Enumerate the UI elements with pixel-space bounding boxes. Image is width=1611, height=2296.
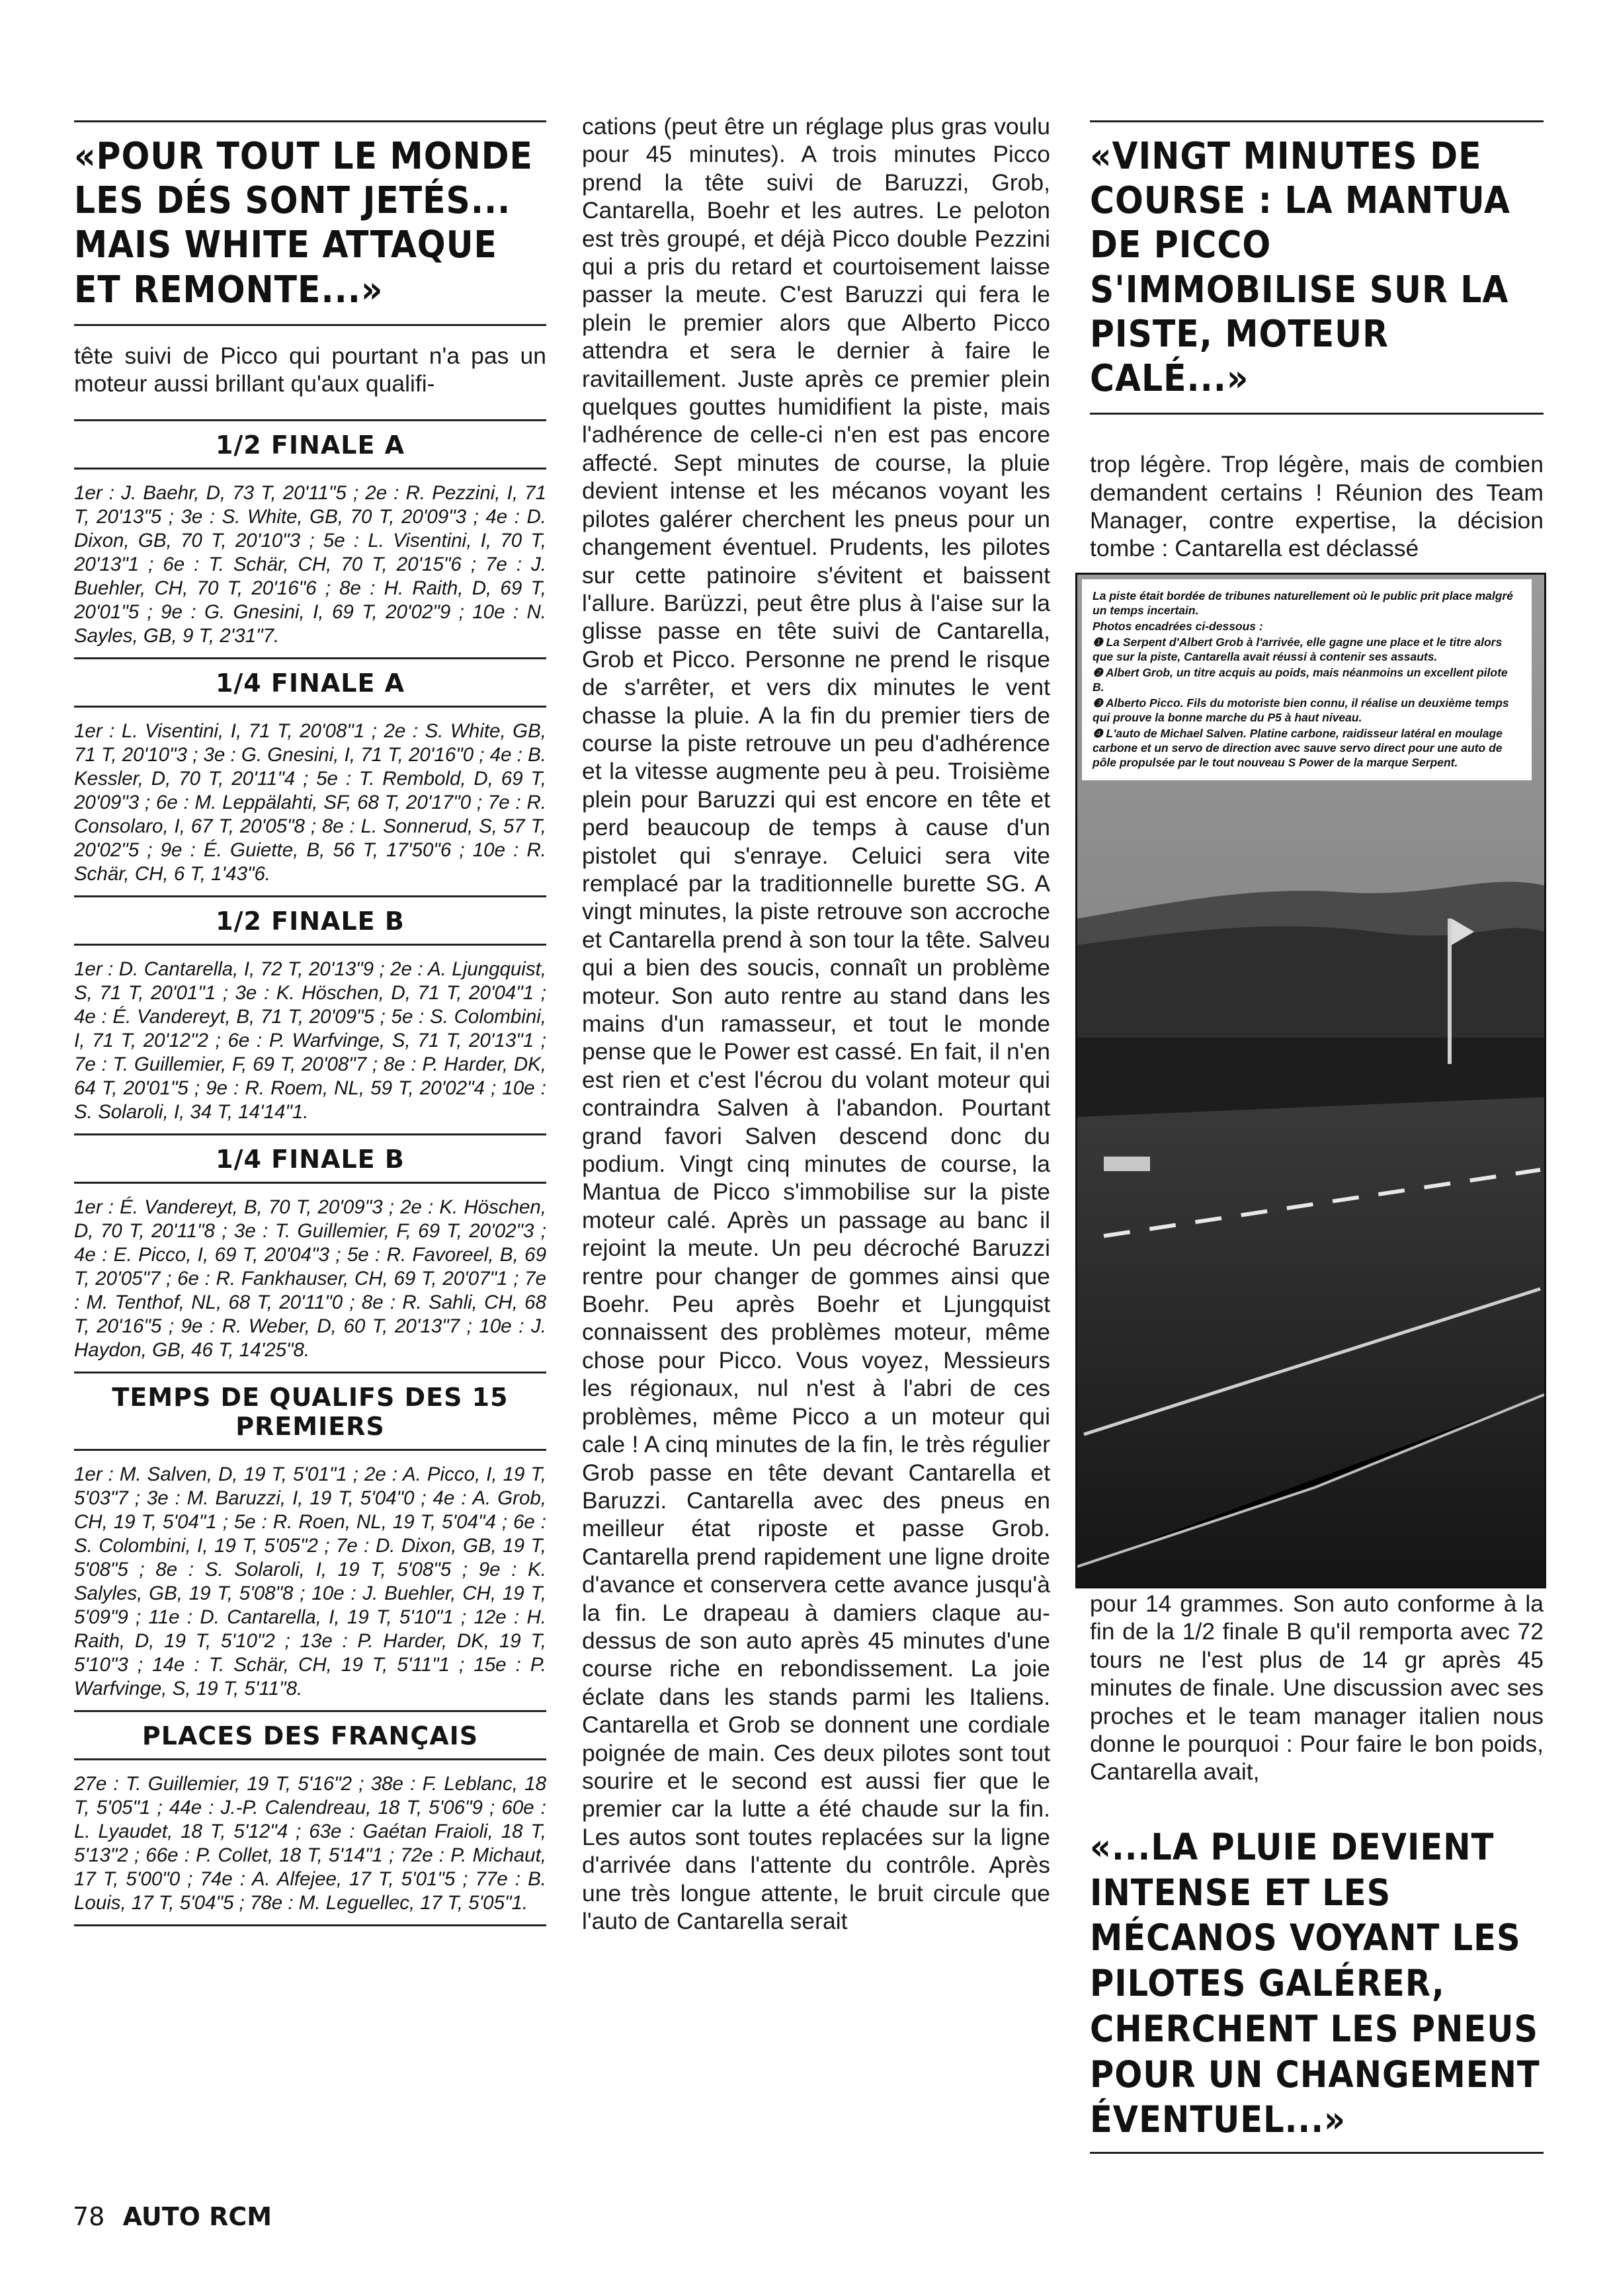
- page-footer: [73, 2202, 272, 2231]
- section-text: 1er : É. Vandereyt, B, 70 T, 20'09"3 ; 2e : K. Höschen, D, 70 T, 20'11"8 ; 3e : T. Guillemier, F, 69 T, 20'02"3 ; 4e : E. Picco, I, 69 T, 20'04"3 ; 5e : R. Favoreel, B, 69 T, 20'05"7 ; 6e : R. Fankhauser, CH, 69 T, 20'07"1 ; 7e : M. Tenthof, NL, 68 T, 20'11"0 ; 8e : R. Sahli, CH, 68 T, 20'16"5 ; 9e : R. Weber, D, 60 T, 20'13"7 ; 10e : J. Haydon, GB, 46 T, 14'25"8.: [74, 1196, 546, 1361]
- right-column-lower: [1090, 1590, 1544, 2154]
- section-text: 1er : M. Salven, D, 19 T, 5'01"1 ; 2e : A. Picco, I, 19 T, 5'03"7 ; 3e : M. Baruzzi, I, 19 T, 5'04"0 ; 4e : A. Grob, CH, 19 T, 5'04"1 ; 5e : R. Roen, NL, 19 T, 5'04"4 ; 6e : S. Colombini, I, 19 T, 5'05"2 ; 7e : D. Dixon, GB, 19 T, 5'08"5 ; 8e : S. Solaroli, I, 19 T, 5'08"5 ; 9e : K. Salyles, GB, 19 T, 5'08"8 ; 10e : J. Buehler, CH, 19 T, 5'09"9 ; 11e : D. Cantarella, I, 19 T, 5'10"1 ; 12e : H. Raith, D, 19 T, 5'10"2 ; 13e : P. Harder, DK, 19 T, 5'10"3 ; 14e : T. Schär, CH, 19 T, 5'11"1 ; 15e : P. Warfvinge, S, 19 T, 5'11"8.: [74, 1463, 546, 1700]
- right-column: [1090, 120, 1544, 563]
- section-text: 1er : D. Cantarella, I, 72 T, 20'13"9 ; 2e : A. Ljungquist, S, 71 T, 20'01"1 ; 3e : K. Höschen, D, 71 T, 20'04"1 ; 4e : É. Vandereyt, B, 71 T, 20'09"5 ; 5e : S. Colombini, I, 71 T, 20'12"2 ; 6e : P. Warfvinge, S, 71 T, 20'13"1 ; 7e : T. Guillemier, F, 69 T, 20'08"7 ; 8e : P. Harder, DK, 64 T, 20'01"5 ; 9e : R. Roem, NL, 59 T, 20'02"4 ; 10e : S. Solaroli, I, 34 T, 14'14"1.: [74, 958, 546, 1123]
- pull-quote-3: «...LA PLUIE DEVIENT INTENSE ET LES MÉCANOS VOYANT LES PILOTES GALÉRER, CHERCHENT LES PNEUS POUR UN CHANGEMENT ÉVENTUEL...»: [1090, 1825, 1540, 2141]
- results-section: [74, 419, 546, 657]
- section-title: 1/4 FINALE B: [74, 1135, 546, 1184]
- middle-column: [582, 112, 1050, 1935]
- section-title: PLACES DES FRANÇAIS: [74, 1712, 546, 1760]
- article-body: cations (peut être un réglage plus gras voulu pour 45 minutes). A trois minutes Picco prend la tête suivi de Baruzzi, Grob, Cantarella, Boehr et les autres. Le peloton est très groupé, et déjà Picco double Pezzini qui a pris du retard et courtoisement laisse passer la meute. C'est Baruzzi qui fera le plein le premier alors que Alberto Picco attendra et sera le dernier à faire le ravitaillement. Juste après ce premier plein quelques gouttes humidifient la piste, mais l'adhérence de celle-ci n'en est pas encore affecté. Sept minutes de course, la pluie devient intense et les mécanos voyant les pilotes galérer cherchent les pneus pour un changement éventuel. Prudents, les pilotes sur cette patinoire s'évitent et baissent l'allure. Barüzzi, peut être plus à l'aise sur la glisse passe en tête suivi de Cantarella, Grob et Picco. Personne ne prend le risque de s'arrêter, et vers dix minutes le vent chasse la pluie. A la fin du premier tiers de course la piste retrouve un peu d'adhérence et la vitesse augmente peu à peu. Troisième plein pour Baruzzi qui est encore en tête et perd beaucoup de temps à cause d'un pistolet qui s'enraye. Celuici sera vite remplacé par la traditionnelle burette SG. A vingt minutes, la piste retrouve son accroche et Cantarella prend à son tour la tête. Salveu qui a bien des soucis, connaît un problème moteur. Son auto rentre au stand dans les mains d'un ramasseur, et tout le monde pense que le Power est cassé. En fait, il n'en est rien et c'est l'écrou du volant moteur qui contraindra Salven à l'abandon. Pourtant grand favori Salven descend donc du podium. Vingt cinq minutes de course, la Mantua de Picco s'immobilise sur la piste moteur calé. Après un passage au banc il rejoint la meute. Un peu décroché Baruzzi rentre pour changer de gommes ainsi que Boehr. Peu après Boehr et Ljungquist connaissent des problèmes moteur, même chose pour Picco. Vous voyez, Messieurs les régionaux, nul n'est à l'abri de ces problèmes, même Picco a un moteur qui cale ! A cinq minutes de la fin, le très régulier Grob passe en tête devant Cantarella et Baruzzi. Cantarella avec des pneus en meilleur état riposte et passe Grob. Cantarella prend rapidement une ligne droite d'avance et conservera cette avance jusqu'à la fin. Le drapeau à damiers claque au-dessus de son auto après 45 minutes d'une course riche en rebondissement. La joie éclate dans les stands parmi les Italiens. Cantarella et Grob se donnent une cordiale poignée de main. Ces deux pilotes sont tout sourire et le second est aussi fier que le premier car la lutte a été chaude sur la fin. Les autos sont toutes replacées sur la ligne d'arrivée dans l'attente du contrôle. Après une très longue attente, le bruit circule que l'auto de Cantarella serait: [582, 113, 1050, 1934]
- caption-line: ❶ La Serpent d'Albert Grob à l'arrivée, elle gagne une place et le titre alors que sur la piste, Cantarella avait réussi à contenir ses assauts.: [1093, 636, 1503, 663]
- results-section: [74, 1372, 546, 1710]
- section-text: 1er : L. Visentini, I, 71 T, 20'08"1 ; 2e : S. White, GB, 71 T, 20'10"3 ; 3e : G. Gnesini, I, 71 T, 20'16"0 ; 4e : B. Kessler, D, 70 T, 20'11"4 ; 5e : T. Rembold, D, 69 T, 20'09"3 ; 6e : M. Leppälahti, SF, 68 T, 20'17"0 ; 7e : R. Consolaro, I, 67 T, 20'05"8 ; 8e : L. Sonnerud, S, 57 T, 20'02"5 ; 9e : É. Guiette, B, 56 T, 17'50"6 ; 10e : R. Schär, CH, 6 T, 1'43"6.: [74, 719, 546, 885]
- page-number: 78: [73, 2202, 105, 2231]
- right-text-bottom: pour 14 grammes. Son auto conforme à la fin de la 1/2 finale B qu'il remporta avec 72 tours ne l'est plus de 14 gr après 45 minutes de finale. Une discussion avec ses proches et le team manager italien nous donne le pourquoi : Pour faire le bon poids, Cantarella avait,: [1090, 1590, 1544, 1785]
- caption-line: ❸ Alberto Picco. Fils du motoriste bien connu, il réalise un deuxième temps qui prouve la bonne marche du P5 à haut niveau.: [1093, 696, 1509, 724]
- section-title: TEMPS DE QUALIFS DES 15 PREMIERS: [74, 1374, 546, 1451]
- section-title: 1/2 FINALE B: [74, 897, 546, 946]
- results-section: [74, 657, 546, 895]
- bottom-rule: [1090, 2152, 1544, 2154]
- results-section: [74, 895, 546, 1133]
- left-column: [74, 120, 546, 1926]
- section-title: 1/2 FINALE A: [74, 421, 546, 470]
- section-text: 27e : T. Guillemier, 19 T, 5'16"2 ; 38e : F. Leblanc, 18 T, 5'05"1 ; 44e : J.-P. Calendreau, 18 T, 5'06"9 ; 60e : L. Lyaudet, 18 T, 5'12"4 ; 63e : Gaétan Fraioli, 18 T, 5'13"2 ; 66e : P. Collet, 18 T, 5'14"1 ; 72e : P. Michaut, 17 T, 5'00"0 ; 74e : A. Alfejee, 17 T, 5'01"5 ; 77e : B. Louis, 17 T, 5'04"5 ; 78e : M. Leguellec, 17 T, 5'05"1.: [74, 1760, 546, 1926]
- section-text: 1er : J. Baehr, D, 73 T, 20'11"5 ; 2e : R. Pezzini, I, 71 T, 20'13"5 ; 3e : S. White, GB, 70 T, 20'09"3 ; 4e : D. Dixon, GB, 70 T, 20'10"3 ; 5e : L. Visentini, I, 70 T, 20'13"1 ; 6e : T. Schär, CH, 70 T, 20'15"6 ; 7e : J. Buehler, CH, 70 T, 20'16"6 ; 8e : H. Raith, D, 69 T, 20'01"5 ; 9e : G. Gnesini, I, 69 T, 20'02"9 ; 10e : N. Sayles, GB, 9 T, 2'31"7.: [74, 481, 546, 647]
- caption-line: ❹ L'auto de Michael Salven. Platine carbone, raidisseur latéral en moulage carbone et un servo de direction avec sauve servo direct pour une auto de pôle propulsée par le tout nouveau S Power de la marque Serpent.: [1093, 727, 1503, 769]
- caption-line: ❷ Albert Grob, un titre acquis au poids, mais néanmoins un excellent pilote B.: [1093, 666, 1508, 694]
- section-title: 1/4 FINALE A: [74, 659, 546, 708]
- caption-line: Photos encadrées ci-dessous :: [1093, 620, 1263, 633]
- magazine-name: AUTO RCM: [122, 2202, 272, 2231]
- photo-caption: [1082, 579, 1532, 780]
- intro-text: tête suivi de Picco qui pourtant n'a pas un moteur aussi brillant qu'aux qualifi-: [74, 342, 546, 397]
- right-text-top: trop légère. Trop légère, mais de combien demandent certains ! Réunion des Team Manager, contre expertise, la décision tombe : Cantarella est déclassé: [1090, 451, 1544, 562]
- caption-line: La piste était bordée de tribunes naturellement où le public prit place malgré un temps incertain.: [1093, 589, 1513, 617]
- results-section: [74, 1710, 546, 1926]
- pull-quote-1: «POUR TOUT LE MONDE LES DÉS SONT JETÉS... MAIS WHITE ATTAQUE ET REMONTE...»: [74, 135, 533, 311]
- results-section: [74, 1133, 546, 1372]
- pull-quote-2: «VINGT MINUTES DE COURSE : LA MANTUA DE PICCO S'IMMOBILISE SUR LA PISTE, MOTEUR CALÉ...»: [1090, 135, 1510, 400]
